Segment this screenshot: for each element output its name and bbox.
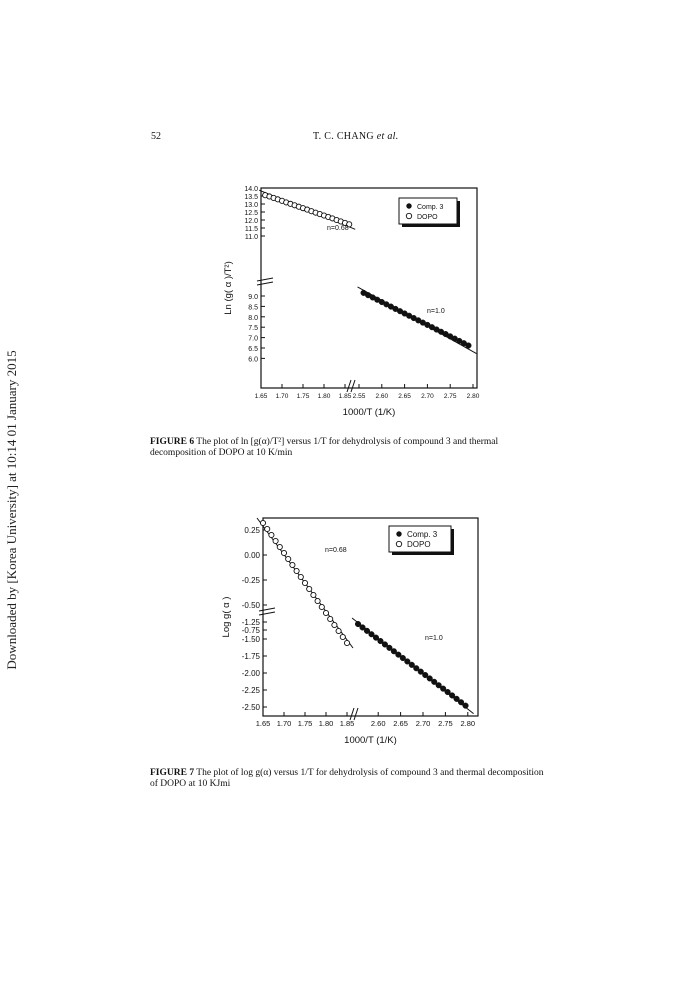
y-tick-label: -1.50 xyxy=(241,635,260,644)
legend-label-dopo: DOPO xyxy=(417,214,438,221)
y-tick-label: -1.75 xyxy=(241,652,260,661)
y-tick-label: -1.25 xyxy=(241,618,260,627)
data-point-comp3 xyxy=(463,703,469,709)
page-number: 52 xyxy=(151,131,161,142)
data-point-dopo xyxy=(336,628,341,633)
y-tick-label: 13.0 xyxy=(244,202,258,209)
y-tick-label: -0.75 xyxy=(241,626,260,635)
data-point-dopo xyxy=(277,544,282,549)
y-tick-label: -0.25 xyxy=(241,576,260,585)
x-tick-label: 2.70 xyxy=(415,719,431,728)
data-point-dopo xyxy=(286,556,291,561)
y-tick-label: -2.00 xyxy=(241,669,260,678)
y-tick-label: 0.00 xyxy=(244,551,260,560)
y-tick-label: 8.0 xyxy=(248,314,258,322)
x-tick-label: 2.60 xyxy=(370,719,386,728)
x-tick-label: 2.65 xyxy=(393,719,408,728)
y-tick-label: -0.50 xyxy=(241,601,260,610)
annotation-n-dopo: n=0.68 xyxy=(325,547,347,554)
figure-6-chart xyxy=(215,180,495,430)
data-point-dopo xyxy=(302,580,307,585)
data-point-dopo xyxy=(294,568,299,573)
y-tick-label: -2.50 xyxy=(241,703,260,712)
x-tick-label: 1.80 xyxy=(317,393,331,400)
annotation-n-comp3: n=1.0 xyxy=(425,635,443,642)
figure-6 xyxy=(215,180,495,430)
y-axis-break xyxy=(259,608,275,615)
data-point-dopo xyxy=(281,550,286,555)
x-tick-label: 1.70 xyxy=(276,719,292,728)
x-tick-label: 2.70 xyxy=(421,393,434,400)
data-point-dopo xyxy=(307,586,312,591)
x-tick-label: 1.70 xyxy=(275,393,289,400)
x-tick-label: 1.75 xyxy=(297,719,313,728)
y-tick-label: 7.5 xyxy=(248,325,258,333)
y-tick-label: 7.0 xyxy=(248,335,258,343)
data-point-dopo xyxy=(315,598,320,603)
legend-marker-comp3 xyxy=(406,203,411,208)
figure-7-chart xyxy=(215,510,495,760)
y-tick-label: 6.0 xyxy=(248,356,258,364)
data-point-dopo xyxy=(311,592,316,597)
y-tick-label: 0.25 xyxy=(244,526,260,535)
y-tick-label: 6.5 xyxy=(248,346,258,353)
x-axis-label: 1000/T (1/K) xyxy=(344,735,397,746)
legend-label-comp3: Comp. 3 xyxy=(407,530,438,539)
data-point-dopo xyxy=(260,520,265,525)
x-tick-label: 2.80 xyxy=(466,393,480,400)
y-axis-label: Log g( α ) xyxy=(221,596,232,638)
x-tick-label: 2.75 xyxy=(438,719,453,728)
legend-marker-dopo xyxy=(406,213,411,218)
data-point-comp3 xyxy=(466,343,472,349)
y-tick-label: 9.0 xyxy=(248,294,258,301)
legend-label-dopo: DOPO xyxy=(407,540,431,549)
running-head xyxy=(313,131,399,142)
x-tick-label: 2.60 xyxy=(375,393,389,400)
y-tick-label: 12.0 xyxy=(244,218,258,225)
x-tick-label: 1.75 xyxy=(296,393,310,400)
y-tick-label: 8.5 xyxy=(248,304,258,312)
download-watermark-text: Downloaded by [Korea University] at 10:14 01 January 2015 xyxy=(4,350,19,670)
figure-7-caption-text: The plot of log g(α) versus 1/T for dehydrolysis of compound 3 and thermal decomposition of DOPO at 10 KJmi xyxy=(150,768,544,789)
data-point-dopo xyxy=(298,574,303,579)
figure-6-caption xyxy=(150,437,550,459)
x-tick-label: 1.85 xyxy=(339,719,355,728)
y-axis-label: Ln (g( α )/T²) xyxy=(223,261,234,315)
running-head-suffix: et al. xyxy=(376,131,399,142)
y-tick-label: -2.25 xyxy=(241,686,260,695)
x-tick-label: 1.65 xyxy=(255,719,271,728)
data-point-dopo xyxy=(265,526,270,531)
x-tick-label: 2.65 xyxy=(398,393,411,400)
figure-7-caption xyxy=(150,768,550,790)
x-tick-label: 2.75 xyxy=(443,393,457,400)
figure-7 xyxy=(215,510,495,760)
legend-label-comp3: Comp. 3 xyxy=(417,204,444,211)
data-point-dopo xyxy=(340,634,345,639)
annotation-n-dopo: n=0.68 xyxy=(327,225,349,232)
data-point-dopo xyxy=(290,562,295,567)
x-tick-label: 1.65 xyxy=(254,393,268,400)
data-point-dopo xyxy=(332,622,337,627)
figure-7-caption-label: FIGURE 7 xyxy=(150,768,195,778)
data-point-dopo xyxy=(319,604,324,609)
x-tick-label: 2.55 xyxy=(352,393,366,400)
data-point-dopo xyxy=(273,538,278,543)
legend-marker-dopo xyxy=(396,541,401,546)
y-tick-label: 11.5 xyxy=(244,226,258,233)
y-tick-label: 14.0 xyxy=(244,186,258,193)
x-tick-label: 1.85 xyxy=(338,393,352,400)
figure-6-caption-label: FIGURE 6 xyxy=(150,437,195,447)
figure-6-caption-text: The plot of ln [g(α)/T²] versus 1/T for dehydrolysis of compound 3 and thermal decomposition of DOPO at 10 K/min xyxy=(150,437,499,458)
y-tick-label: 11.0 xyxy=(244,234,258,241)
annotation-n-comp3: n=1.0 xyxy=(427,308,445,315)
y-axis-break xyxy=(257,278,273,285)
y-tick-label: 13.5 xyxy=(244,194,258,201)
data-point-dopo xyxy=(328,616,333,621)
x-axis-label: 1000/T (1/K) xyxy=(342,407,396,418)
legend-marker-comp3 xyxy=(396,531,401,536)
x-tick-label: 2.80 xyxy=(460,719,476,728)
download-watermark xyxy=(2,330,22,690)
data-point-dopo xyxy=(344,640,349,645)
data-point-dopo xyxy=(323,610,328,615)
running-head-authors: T. C. CHANG xyxy=(313,131,374,142)
y-tick-label: 12.5 xyxy=(244,210,258,217)
page-header xyxy=(0,131,696,147)
x-tick-label: 1.80 xyxy=(318,719,334,728)
x-axis-break xyxy=(347,380,355,392)
data-point-dopo xyxy=(269,532,274,537)
